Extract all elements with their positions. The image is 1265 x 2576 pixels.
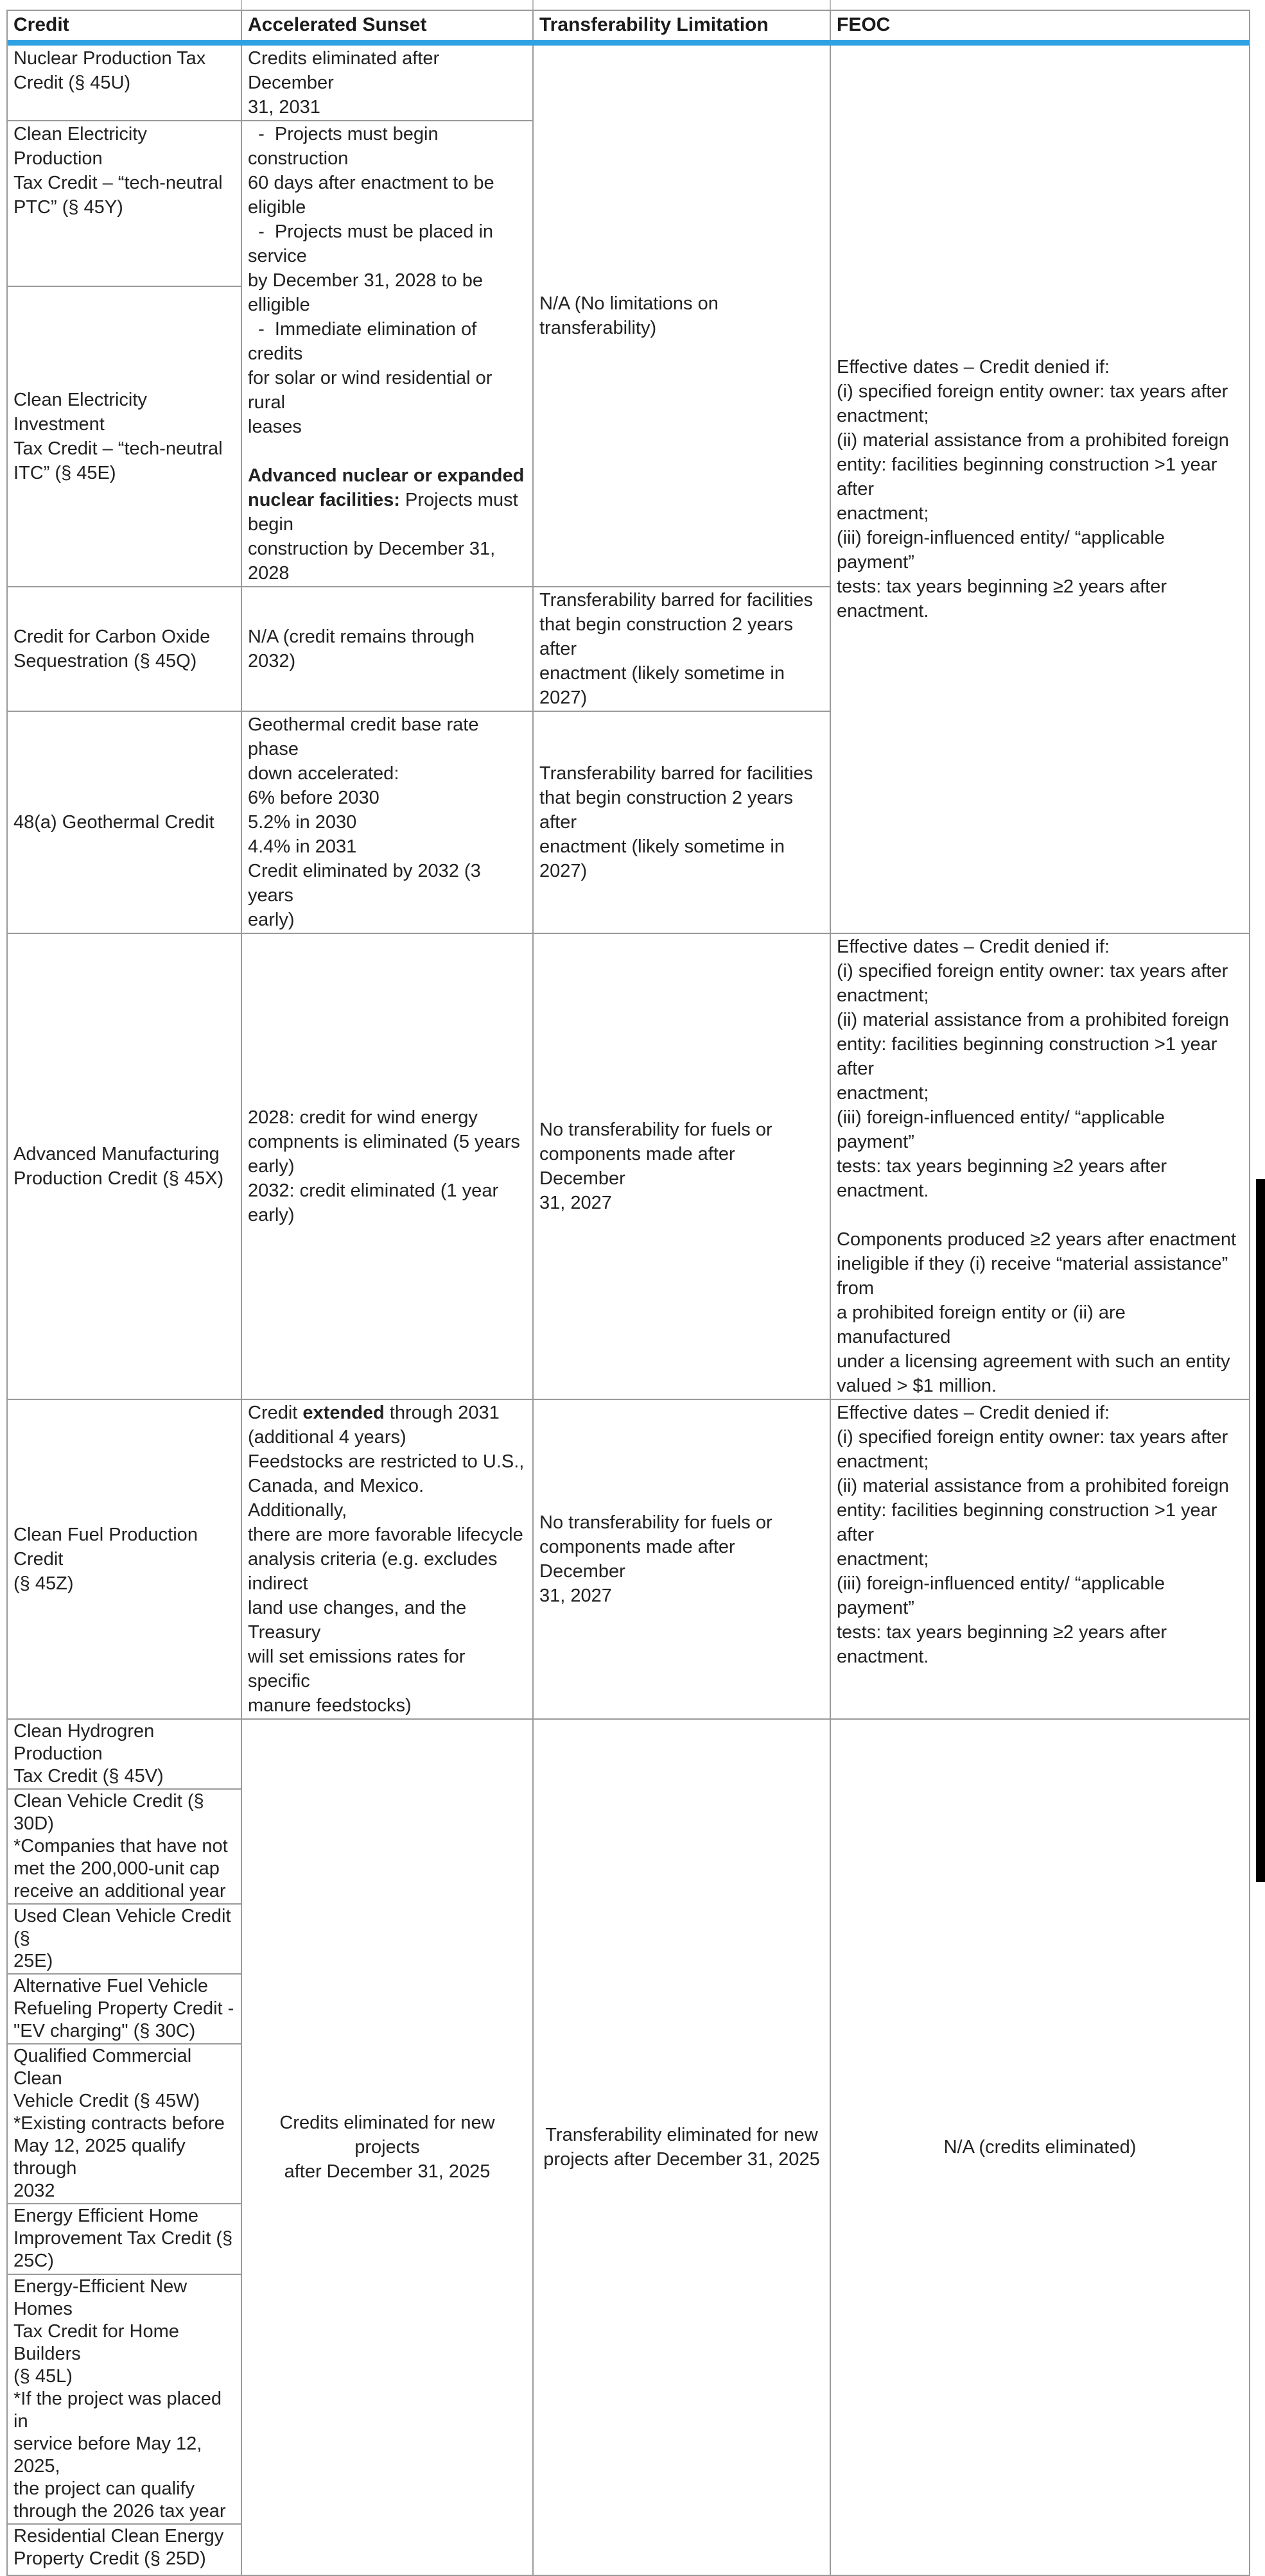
cell-sunset-45u: Credits eliminated after December 31, 2031: [241, 46, 533, 121]
cell-credit-45y: Clean Electricity Production Tax Credit – “tech-neutral PTC” (§ 45Y): [7, 121, 241, 286]
cell-transfer-na: N/A (No limitations on transferability): [533, 46, 830, 587]
column-header-accelerated-sunset: Accelerated Sunset: [241, 10, 533, 40]
cell-sunset-eliminated: Credits eliminated for new projects after December 31, 2025: [241, 1719, 533, 2575]
cell-transfer-barred-48a: Transferability barred for facilities that begin construction 2 years after enactment (likely sometime in 2027): [533, 711, 830, 933]
right-edge-black-bar: [1256, 1179, 1265, 1882]
cell-feoc-na: N/A (credits eliminated): [830, 1719, 1250, 2575]
cell-credit-45z: Clean Fuel Production Credit (§ 45Z): [7, 1399, 241, 1719]
cell-credit-25e: Used Clean Vehicle Credit (§ 25E): [7, 1904, 241, 1974]
cell-sunset-48a: Geothermal credit base rate phase down accelerated: 6% before 2030 5.2% in 2030 4.4% in 2031 Credit eliminated by 2032 (3 years early): [241, 711, 533, 933]
column-header-credit: Credit: [7, 10, 241, 40]
cell-feoc-45x: Effective dates – Credit denied if: (i) specified foreign entity owner: tax years after enactment; (ii) material assistance from a prohibited foreign entity: facilities beginning construction >1 year after enactment; (iii) foreign-influenced entity/ “applicable payment” tests: tax years beginning ≥2 years after enactment. Components produced ≥2 years after enactment ineligible if they (i) receive “material assistance” from a prohibited foreign entity or (ii) are manufactured under a licensing agreement with such an entity valued > $1 million.: [830, 933, 1250, 1399]
cell-credit-30d: Clean Vehicle Credit (§ 30D) *Companies that have not met the 200,000-unit cap receive an additional year: [7, 1789, 241, 1904]
cell-sunset-45q: N/A (credit remains through 2032): [241, 587, 533, 711]
cell-credit-45w: Qualified Commercial Clean Vehicle Credit (§ 45W) *Existing contracts before May 12, 2025 qualify through 2032: [7, 2044, 241, 2204]
cell-sunset-tech-neutral: - Projects must begin construction 60 days after enactment to be eligible - Projects must be placed in service by December 31, 2028 to be elligible - Immediate elimination of credits for solar or wind residential or rural leases Advanced nuclear or expanded nuclear facilities: Projects must begin construction by December 31, 2028: [241, 121, 533, 587]
cell-feoc-top: Effective dates – Credit denied if: (i) specified foreign entity owner: tax years after enactment; (ii) material assistance from a prohibited foreign entity: facilities beginning construction >1 year after enactment; (iii) foreign-influenced entity/ “applicable payment” tests: tax years beginning ≥2 years after enactment.: [830, 46, 1250, 933]
table-row: [7, 46, 1250, 121]
cell-feoc-45z: Effective dates – Credit denied if: (i) specified foreign entity owner: tax years after enactment; (ii) material assistance from a prohibited foreign entity: facilities beginning construction >1 year after enactment; (iii) foreign-influenced entity/ “applicable payment” tests: tax years beginning ≥2 years after enactment.: [830, 1399, 1250, 1719]
cell-credit-48a: 48(a) Geothermal Credit: [7, 711, 241, 933]
column-border-stub: [532, 0, 534, 10]
cell-transfer-barred-45q: Transferability barred for facilities that begin construction 2 years after enactment (likely sometime in 2027): [533, 587, 830, 711]
cell-credit-45u: Nuclear Production Tax Credit (§ 45U): [7, 46, 241, 121]
table-row: [7, 1399, 1250, 1719]
cell-transfer-eliminated: Transferability eliminated for new projects after December 31, 2025: [533, 1719, 830, 2575]
cell-sunset-45z: Credit extended through 2031 (additional 4 years) Feedstocks are restricted to U.S., Canada, and Mexico. Additionally, there are more favorable lifecycle analysis criteria (e.g. excludes indirect land use changes, and the Treasury will set emissions rates for specific manure feedstocks): [241, 1399, 533, 1719]
cell-transfer-no-45z: No transferability for fuels or components made after December 31, 2027: [533, 1399, 830, 1719]
cell-credit-30c: Alternative Fuel Vehicle Refueling Property Credit - "EV charging" (§ 30C): [7, 1974, 241, 2044]
cell-transfer-no-45x: No transferability for fuels or components made after December 31, 2027: [533, 933, 830, 1399]
cell-sunset-45x: 2028: credit for wind energy compnents is eliminated (5 years early) 2032: credit eliminated (1 year early): [241, 933, 533, 1399]
header-row: [7, 10, 1250, 40]
column-header-transferability-limitation: Transferability Limitation: [533, 10, 830, 40]
cell-credit-25c: Energy Efficient Home Improvement Tax Credit (§ 25C): [7, 2204, 241, 2274]
column-border-stub: [241, 0, 242, 10]
tax-credits-table: [6, 10, 1250, 2576]
table-row: [7, 933, 1250, 1399]
cell-credit-45e: Clean Electricity Investment Tax Credit – “tech-neutral ITC” (§ 45E): [7, 286, 241, 587]
header-accent-row: [7, 40, 1250, 46]
column-border-stub: [830, 0, 831, 10]
cell-credit-25d: Residential Clean Energy Property Credit (§ 25D): [7, 2524, 241, 2575]
header-accent-bar: [7, 40, 1250, 46]
cell-credit-45l: Energy-Efficient New Homes Tax Credit for Home Builders (§ 45L) *If the project was placed in service before May 12, 2025, the project can qualify through the 2026 tax year: [7, 2274, 241, 2524]
cell-credit-45v: Clean Hydrogren Production Tax Credit (§ 45V): [7, 1719, 241, 1789]
cell-credit-45q: Credit for Carbon Oxide Sequestration (§ 45Q): [7, 587, 241, 711]
column-header-feoc: FEOC: [830, 10, 1250, 40]
cell-credit-45x: Advanced Manufacturing Production Credit (§ 45X): [7, 933, 241, 1399]
table-row: [7, 1719, 1250, 1789]
